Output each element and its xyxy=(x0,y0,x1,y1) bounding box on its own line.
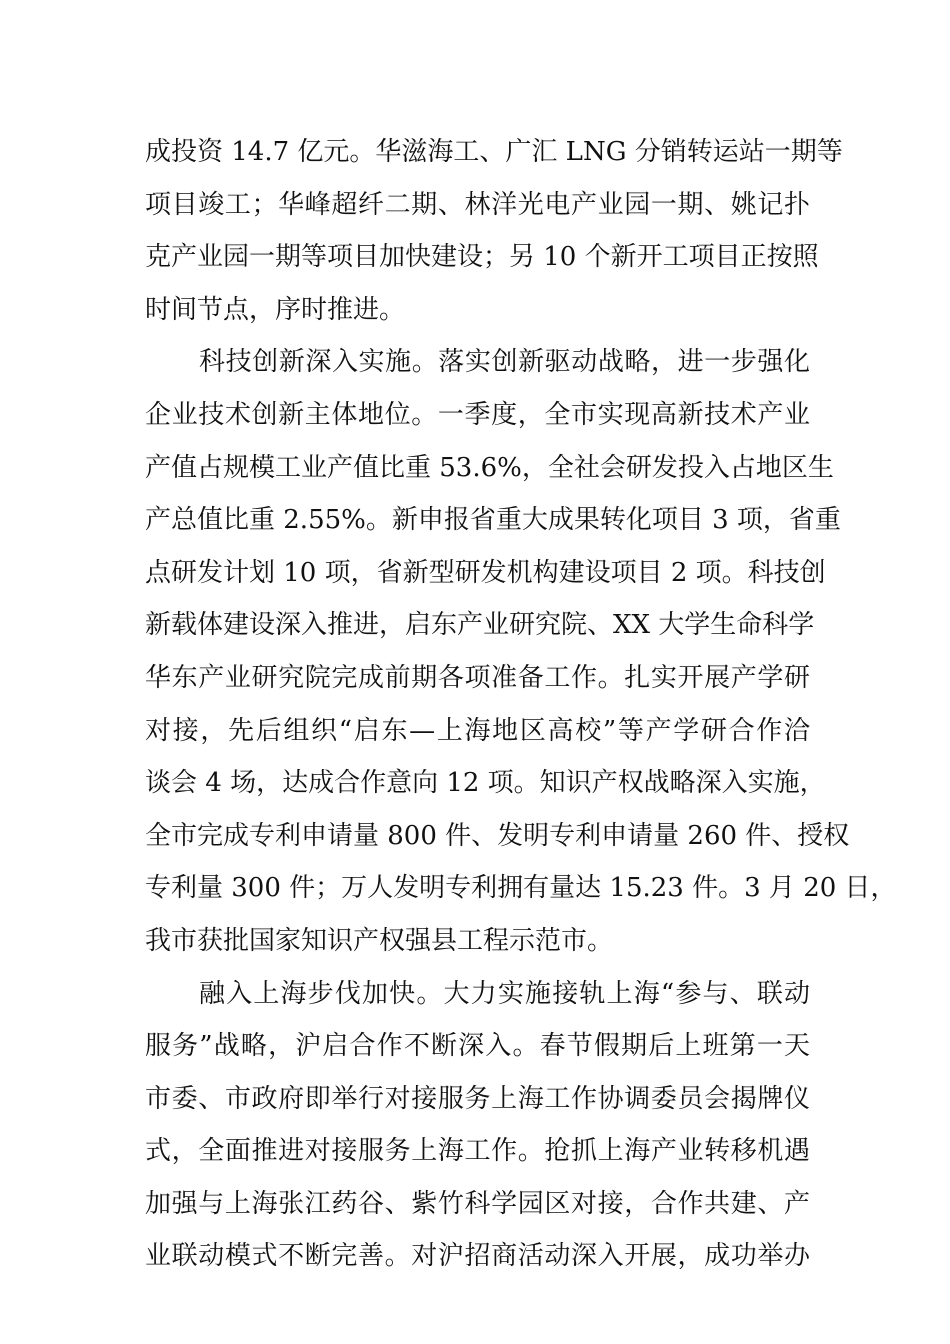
p3-line-5: 加强与上海张江药谷、紫竹科学园区对接，合作共建、产 xyxy=(145,1188,810,1219)
p2-line-4: 产总值比重 2.55%。新申报省重大成果转化项目 3 项，省重 xyxy=(145,505,841,536)
p2-line-2: 企业技术创新主体地位。一季度，全市实现高新技术产业 xyxy=(145,399,810,430)
p2-line-7: 华东产业研究院完成前期各项准备工作。扎实开展产学研 xyxy=(145,662,810,693)
p3-line-1: 融入上海步伐加快。大力实施接轨上海“参与、联动 xyxy=(199,978,810,1009)
p1-line-1: 成投资 14.7 亿元。华滋海工、广汇 LNG 分销转运站一期等 xyxy=(145,137,843,167)
p2-line-11: 专利量 300 件；万人发明专利拥有量达 15.23 件。3 月 20 日， xyxy=(145,873,897,904)
p1-line-3: 克产业园一期等项目加快建设；另 10 个新开工项目正按照 xyxy=(145,242,819,273)
p3-line-3: 市委、市政府即举行对接服务上海工作协调委员会揭牌仪 xyxy=(145,1083,810,1114)
p2-line-3: 产值占规模工业产值比重 53.6%，全社会研发投入占地区生 xyxy=(145,452,834,483)
p1-line-2: 项目竣工；华峰超纤二期、林洋光电产业园一期、姚记扑 xyxy=(145,189,810,220)
p2-line-12: 我市获批国家知识产权强县工程示范市。 xyxy=(145,925,614,956)
p3-line-2: 服务”战略，沪启合作不断深入。春节假期后上班第一天 xyxy=(145,1031,810,1062)
p3-line-4: 式，全面推进对接服务上海工作。抢抓上海产业转移机遇 xyxy=(145,1136,810,1167)
p2-line-1: 科技创新深入实施。落实创新驱动战略，进一步强化 xyxy=(199,347,810,378)
p1-line-4: 时间节点，序时推进。 xyxy=(145,294,406,325)
p3-line-6: 业联动模式不断完善。对沪招商活动深入开展，成功举办 xyxy=(145,1241,810,1272)
p2-line-5: 点研发计划 10 项，省新型研发机构建设项目 2 项。科技创 xyxy=(145,557,826,588)
p2-line-8: 对接，先后组织“启东—上海地区高校”等产学研合作洽 xyxy=(145,715,810,746)
p2-line-10: 全市完成专利申请量 800 件、发明专利申请量 260 件、授权 xyxy=(145,820,850,851)
p2-line-9: 谈会 4 场，达成合作意向 12 项。知识产权战略深入实施， xyxy=(145,768,826,799)
body-text xyxy=(145,126,897,1283)
p2-line-6: 新载体建设深入推进，启东产业研究院、XX 大学生命科学 xyxy=(145,610,815,641)
